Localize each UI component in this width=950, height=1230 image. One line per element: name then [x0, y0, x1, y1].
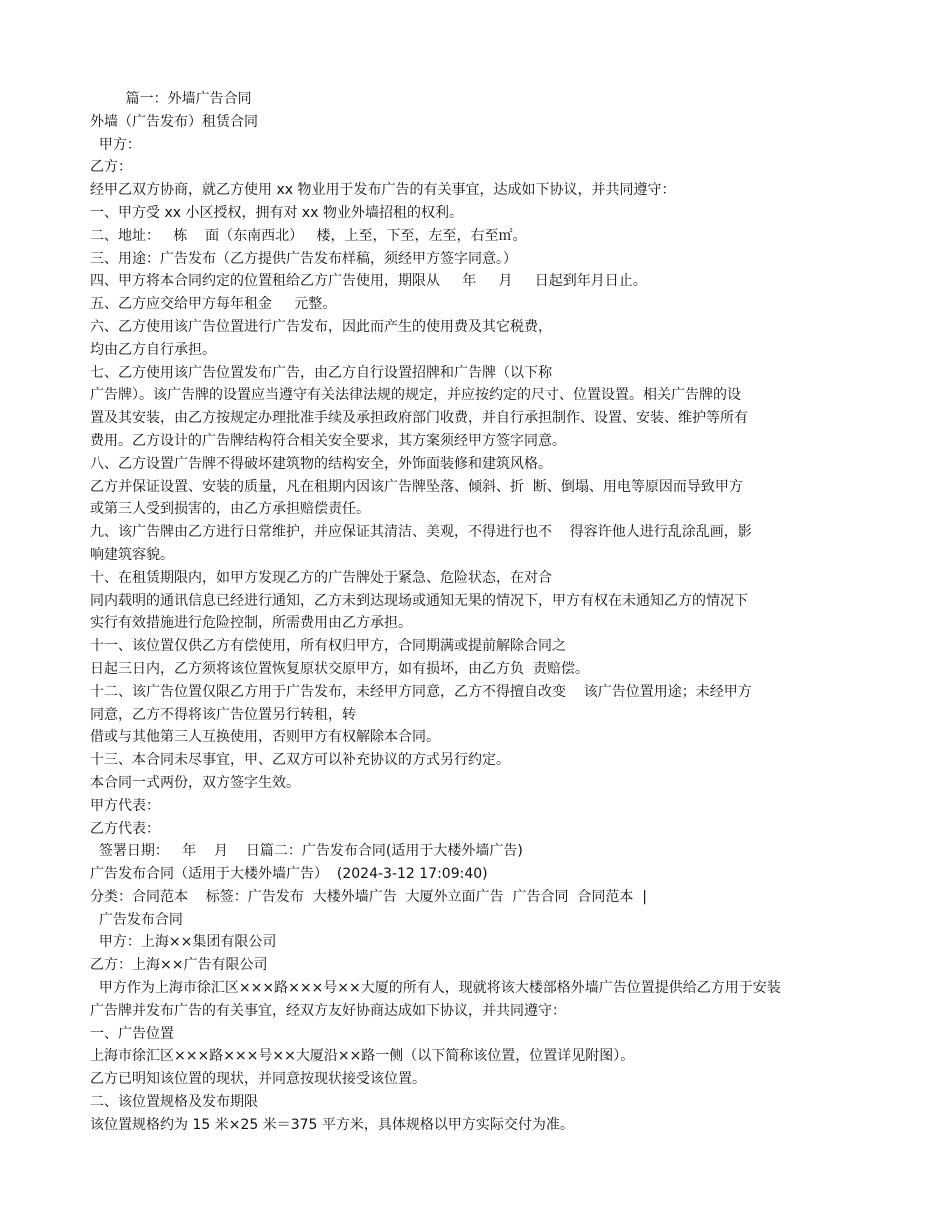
body-line: 费用。乙方设计的广告牌结构符合相关安全要求，其方案须经甲方签字同意。: [90, 432, 566, 449]
signing-date-line: 签署日期： 年 月 日篇二：广告发布合同(适用于大楼外墙广告): [90, 843, 523, 860]
body-line: 日起三日内，乙方须将该位置恢复原状交原甲方，如有损坏，由乙方负 责赔偿。: [90, 660, 589, 677]
clause-line: 十一、该位置仅供乙方有偿使用，所有权归甲方，合同期满或提前解除合同之: [90, 638, 566, 655]
body-line: 同意，乙方不得将该广告位置另行转租，转: [90, 706, 356, 723]
contract-title: 外墙（广告发布）租赁合同: [90, 113, 258, 130]
clause-line: 十三、本合同未尽事宜，甲、乙双方可以补充协议的方式另行约定。: [90, 752, 510, 769]
party-a-line: 甲方：: [90, 136, 141, 153]
clause-line: 十、在租赁期限内，如甲方发现乙方的广告牌处于紧急、危险状态，在对合: [90, 569, 552, 586]
clause-line: 三、用途：广告发布（乙方提供广告发布样稿，须经甲方签字同意。）: [90, 250, 517, 267]
clause-line: 八、乙方设置广告牌不得破坏建筑物的结构安全，外饰面装修和建筑风格。: [90, 455, 552, 472]
contract-subtitle: 广告发布合同: [90, 911, 183, 928]
signature-party-a: 甲方代表：: [90, 797, 160, 814]
clause-line: 六、乙方使用该广告位置进行广告发布，因此而产生的使用费及其它税费，: [90, 318, 552, 335]
body-line: 上海市徐汇区×××路×××号××大厦沿××路一侧（以下简称该位置，位置详见附图）。: [90, 1048, 635, 1065]
body-line: 甲方作为上海市徐汇区×××路×××号××大厦的所有人，现就将该大楼部格外墙广告位置提供给乙方用于安装: [90, 980, 781, 997]
party-a-line: 甲方：上海××集团有限公司: [90, 934, 277, 951]
body-line: 乙方并保证设置、安装的质量，凡在租期内因该广告牌坠落、倾斜、折 断、倒塌、用电等原因而导致甲方: [90, 478, 743, 495]
section-heading: 一、广告位置: [90, 1025, 174, 1042]
body-line: 广告牌）。该广告牌的设置应当遵守有关法律法规的规定，并应按约定的尺寸、位置设置。相关广告牌的设: [90, 387, 741, 404]
body-line: 实行有效措施进行危险控制，所需费用由乙方承担。: [90, 615, 412, 632]
clause-line: 五、乙方应交给甲方每年租金 元整。: [90, 296, 337, 313]
clause-line: 一、甲方受 xx 小区授权，拥有对 xx 物业外墙招租的权利。: [90, 204, 463, 221]
party-b-line: 乙方：上海××广告有限公司: [90, 957, 268, 974]
signature-party-b: 乙方代表：: [90, 820, 160, 837]
body-line: 广告牌并发布广告的有关事宜，经双方友好协商达成如下协议，并共同遵守：: [90, 1002, 566, 1019]
body-line: 同内载明的通讯信息已经进行通知，乙方未到达现场或通知无果的情况下，甲方有权在未通知乙方的情况下: [90, 592, 748, 609]
clause-line: 二、地址： 栋 面（东南西北） 楼，上至，下至，左至，右至㎡。: [90, 227, 527, 244]
clause-line: 十二、该广告位置仅限乙方用于广告发布，未经甲方同意，乙方不得擅自改变 该广告位置用途；未经甲方: [90, 683, 752, 700]
body-line: 或第三人受到损害的，由乙方承担赔偿责任。: [90, 501, 370, 518]
body-line: 均由乙方自行承担。: [90, 341, 216, 358]
body-line: 该位置规格约为 15 米×25 米＝375 平方米，具体规格以甲方实际交付为准。: [90, 1116, 574, 1133]
clause-line: 九、该广告牌由乙方进行日常维护，并应保证其清洁、美观，不得进行也不 得容许他人进行乱涂乱画，影: [90, 524, 752, 541]
section-heading-part-one: 篇一：外墙广告合同: [90, 91, 252, 107]
body-line: 借或与其他第三人互换使用，否则甲方有权解除本合同。: [90, 729, 440, 746]
section-heading: 二、该位置规格及发布期限: [90, 1094, 258, 1111]
party-b-line: 乙方：: [90, 159, 132, 176]
clause-line: 四、甲方将本合同约定的位置租给乙方广告使用，期限从 年 月 日起到年月日止。: [90, 273, 647, 290]
article-title-line: 广告发布合同（适用于大楼外墙广告） (2024-3-12 17:09:40): [90, 866, 488, 883]
contract-document: [90, 88, 870, 1137]
body-line: 经甲乙双方协商，就乙方使用 xx 物业用于发布广告的有关事宜，达成如下协议，并共同遵守：: [90, 182, 676, 199]
body-line: 置及其安装，由乙方按规定办理批准手续及承担政府部门收费，并自行承担制作、设置、安装、维护等所有: [90, 410, 748, 427]
body-line: 乙方已明知该位置的现状，并同意按现状接受该位置。: [90, 1071, 426, 1088]
clause-line: 七、乙方使用该广告位置发布广告，由乙方自行设置招牌和广告牌（以下称: [90, 364, 552, 381]
body-line: 本合同一式两份，双方签字生效。: [90, 774, 300, 791]
body-line: 响建筑容貌。: [90, 546, 174, 563]
category-tags-line: 分类：合同范本 标签：广告发布 大楼外墙广告 大厦外立面广告 广告合同 合同范本 |: [90, 888, 648, 905]
